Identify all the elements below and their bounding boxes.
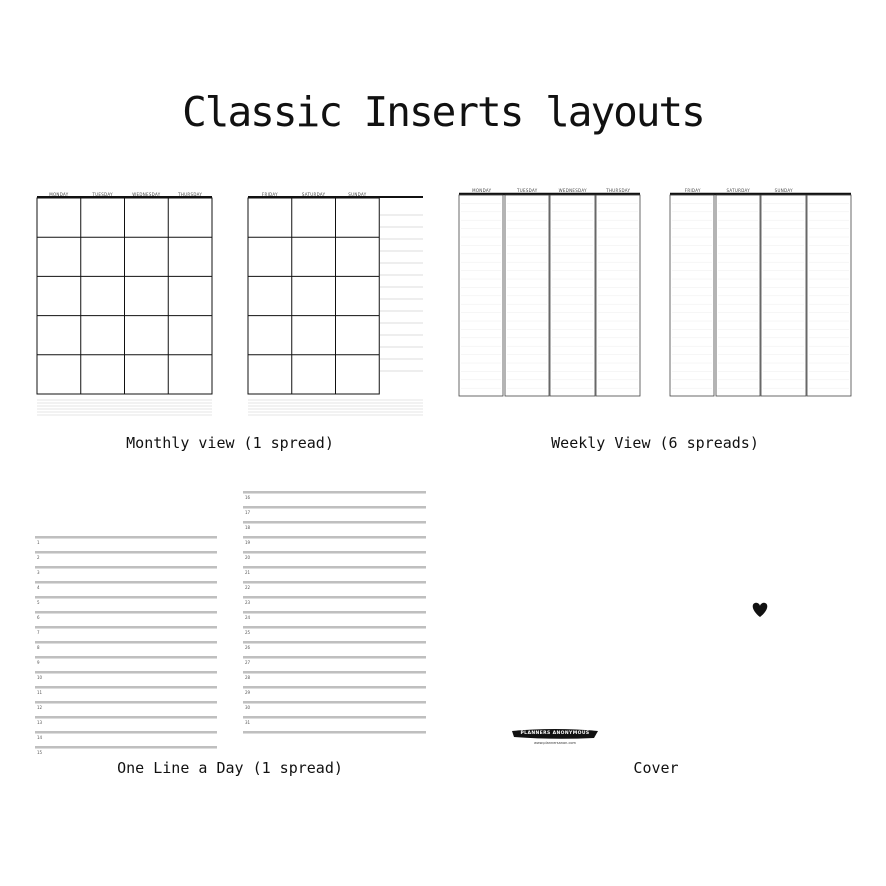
day-header: WEDNESDAY xyxy=(132,192,161,197)
day-header: FRIDAY xyxy=(261,192,278,197)
day-header: MONDAY xyxy=(49,192,69,197)
day-number: 19 xyxy=(245,540,251,545)
olad-caption: One Line a Day (1 spread) xyxy=(117,759,343,777)
day-number: 1 xyxy=(37,540,40,545)
day-number: 8 xyxy=(37,645,40,650)
day-header: TUESDAY xyxy=(517,188,538,193)
day-number: 28 xyxy=(245,675,251,680)
day-header: FRIDAY xyxy=(684,188,701,193)
day-header: THURSDAY xyxy=(178,192,203,197)
cover-brand: PLANNERS ANONYMOUS xyxy=(520,731,590,736)
day-number: 4 xyxy=(37,585,40,590)
day-number: 10 xyxy=(37,675,43,680)
day-number: 13 xyxy=(37,720,43,725)
day-number: 27 xyxy=(245,660,251,665)
day-header: SUNDAY xyxy=(774,188,793,193)
day-number: 25 xyxy=(245,630,251,635)
day-header: MONDAY xyxy=(472,188,492,193)
day-number: 31 xyxy=(245,720,251,725)
day-number: 9 xyxy=(37,660,40,665)
day-number: 2 xyxy=(37,555,40,560)
day-number: 5 xyxy=(37,600,40,605)
heart-icon xyxy=(753,603,768,617)
day-number: 30 xyxy=(245,705,251,710)
day-header: WEDNESDAY xyxy=(558,188,587,193)
day-number: 23 xyxy=(245,600,251,605)
day-number: 17 xyxy=(245,510,251,515)
day-number: 14 xyxy=(37,735,43,740)
day-header: THURSDAY xyxy=(606,188,631,193)
monthly-caption: Monthly view (1 spread) xyxy=(126,434,334,452)
day-number: 16 xyxy=(245,495,251,500)
day-number: 7 xyxy=(37,630,40,635)
cover-caption: Cover xyxy=(633,759,679,777)
day-number: 6 xyxy=(37,615,40,620)
day-header: TUESDAY xyxy=(92,192,113,197)
day-number: 22 xyxy=(245,585,251,590)
day-number: 29 xyxy=(245,690,251,695)
weekly-caption: Weekly View (6 spreads) xyxy=(551,434,759,452)
day-number: 11 xyxy=(37,690,43,695)
day-number: 15 xyxy=(37,750,43,755)
cover-url: www.plannersanon.com xyxy=(534,741,576,745)
day-header: SUNDAY xyxy=(348,192,367,197)
day-number: 3 xyxy=(37,570,40,575)
day-number: 12 xyxy=(37,705,43,710)
day-number: 20 xyxy=(245,555,251,560)
day-header: SATURDAY xyxy=(726,188,750,193)
day-number: 18 xyxy=(245,525,251,530)
day-header: SATURDAY xyxy=(301,192,326,197)
day-number: 26 xyxy=(245,645,251,650)
day-number: 24 xyxy=(245,615,251,620)
page-title: Classic Inserts layouts xyxy=(182,88,704,136)
day-number: 21 xyxy=(245,570,251,575)
